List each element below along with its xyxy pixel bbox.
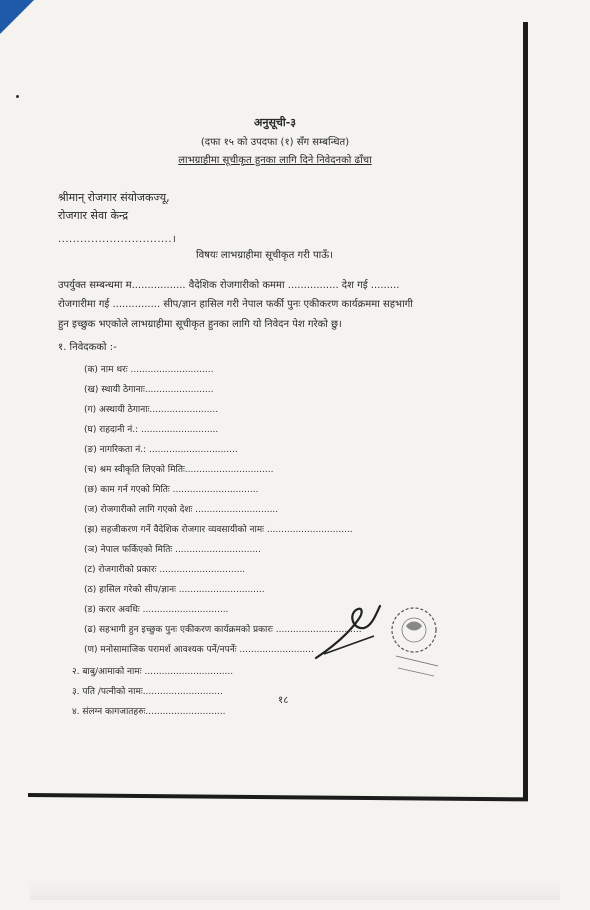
page-number: १८ (278, 695, 289, 706)
form-item-passport-no: (घ) राहदानी नं.: ........................... (84, 425, 219, 435)
annex-heading: अनुसूची-३ (253, 116, 297, 129)
form-item-contract-period: (ड) करार अवधिः .............................. (84, 605, 229, 615)
form-item-return-date: (ञ) नेपाल फर्किएको मितिः .............................. (84, 545, 261, 555)
form-item-departure-date: (छ) काम गर्न गएको मितिः .............................. (84, 485, 259, 495)
form-item-permanent-address: (ख) स्थायी ठेगानाः........................ (84, 385, 214, 395)
scan-shadow (30, 880, 560, 900)
form-item-temporary-address: (ग) अस्थायी ठेगानाः........................ (84, 405, 219, 415)
section-1-title: १. निवेदकको :- (58, 342, 117, 353)
subject-line: विषयः लाभग्राहीमा सूचीकृत गरी पाऊँ। (196, 250, 333, 261)
form-item-program-type: (ढ) सहभागी हुन इच्छुक पुनः एकीकरण कार्यक्रमको प्रकारः .............................. (84, 625, 362, 635)
form-item-spouse-name: ३. पति /पत्नीको नामः............................ (72, 687, 223, 697)
clause-reference: (दफा १५ को उपदफा (१) सँग सम्बन्धित) (200, 137, 350, 148)
addressee-line-2: रोजगार सेवा केन्द्र (58, 209, 129, 222)
ink-speck (16, 95, 19, 98)
form-item-skill-acquired: (ठ) हासिल गरेको सीप/ज्ञानः .............................. (84, 585, 265, 595)
addressee-line-1: श्रीमान् रोजगार संयोजकज्यू, (58, 191, 170, 204)
form-title: लाभग्राहीमा सूचीकृत हुनका लागि दिने निवेदनको ढाँचा (178, 155, 372, 166)
page-border-right (523, 22, 528, 800)
signature-stamp-image (314, 596, 454, 686)
form-item-citizenship-no: (ङ) नागरिकता नं.: ............................... (84, 445, 238, 455)
corner-fold (0, 0, 34, 34)
form-item-counseling: (ण) मनोसामाजिक परामर्श आवश्यक पर्ने/नपर्नेः .......................... (84, 645, 314, 655)
form-item-labor-permit-date: (च) श्रम स्वीकृति लिएको मितिः............................... (84, 465, 274, 475)
page-border-bottom (28, 793, 528, 801)
form-item-name: (क) नाम थरः ............................. (84, 365, 214, 375)
addressee-line-3: ...............................। (58, 234, 177, 245)
body-line-2: रोजगारीमा गई ............... सीप/ज्ञान हासिल गरी नेपाल फर्की पुनः एकीकरण कार्यक्रममा सहभागी (58, 299, 413, 310)
body-line-1: उपर्युक्त सम्बन्धमा म................. वैदेशिक रोजगारीको कममा ................ देश गई ......... (58, 280, 400, 291)
form-item-agency-name: (झ) सहजीकरण गर्ने वैदेशिक रोजगार व्यवसायीको नामः .............................. (84, 525, 353, 535)
form-item-parent-name: २. बाबु/आमाको नामः ............................... (72, 667, 234, 677)
form-item-employment-type: (ट) रोजगारीको प्रकारः .............................. (84, 565, 246, 575)
form-item-destination-country: (ज) रोजगारीको लागि गएको देशः ............................. (84, 505, 279, 515)
body-line-3: हुन इच्छुक भएकोले लाभग्राहीमा सूचीकृत हुनका लागि यो निवेदन पेश गरेको छु। (58, 319, 342, 330)
form-item-attachments: ४. संलग्न कागजातहरुः............................ (72, 707, 226, 717)
